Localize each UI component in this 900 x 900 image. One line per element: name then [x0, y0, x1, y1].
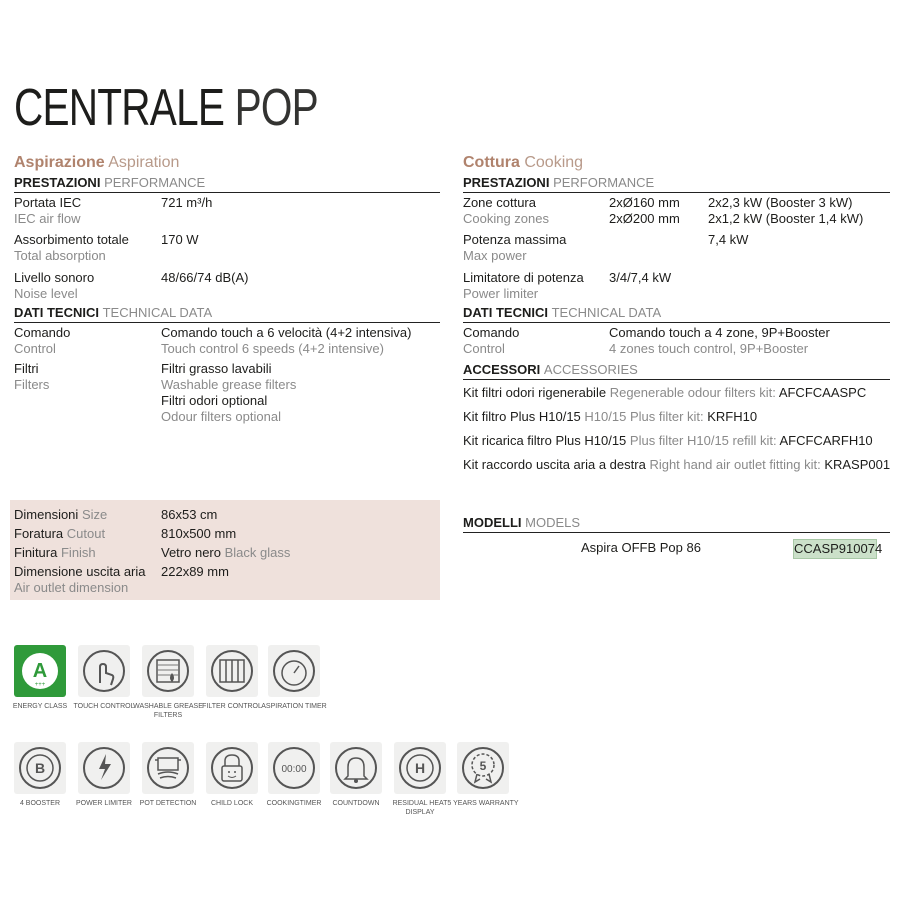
spec-value: 48/66/74 dB(A) [161, 270, 249, 285]
dim-value-en: Black glass [224, 545, 291, 560]
countdown-icon [330, 742, 382, 794]
spec-label: Portata IEC [14, 195, 82, 210]
header-it: ACCESSORI [463, 362, 541, 377]
spec-label: Potenza massima [463, 232, 567, 247]
section-en: Aspiration [108, 154, 180, 171]
cooking-column [463, 152, 890, 477]
spec-label-en: Cooking zones [463, 211, 549, 226]
touch-control-icon [78, 645, 130, 697]
icon-caption: COUNTDOWN [332, 800, 380, 807]
cooking-performance-header [463, 174, 890, 193]
cooking-section-title [463, 152, 890, 174]
accessory-it: Kit raccordo uscita aria a destra [463, 457, 646, 472]
spec-label-en: Total absorption [14, 248, 106, 263]
dim-row-size [14, 507, 434, 526]
header-it: PRESTAZIONI [463, 175, 550, 190]
cooking-technical-header [463, 304, 890, 323]
accessory-item [463, 429, 890, 453]
icon-caption: FILTER CONTROL [202, 703, 262, 710]
accessory-en: Plus filter H10/15 refill kit: [629, 433, 777, 448]
spec-label-en: IEC air flow [14, 211, 81, 226]
booster-icon [14, 742, 66, 794]
dim-value: 810x500 mm [161, 526, 237, 541]
cooking-timer-text: 00:00 [281, 764, 307, 775]
page-title [14, 78, 318, 138]
header-en: PERFORMANCE [553, 175, 655, 190]
energy-class-a-icon [14, 645, 66, 697]
dim-value: 222x89 mm [161, 564, 229, 579]
icon-caption: POT DETECTION [139, 800, 197, 807]
spec-label: Comando [14, 325, 71, 340]
accessory-item [463, 381, 890, 405]
header-it: DATI TECNICI [14, 305, 99, 320]
spec-label-en: Noise level [14, 286, 78, 301]
dim-label-en: Air outlet dimension [14, 580, 129, 595]
spec-value-2: Filtri odori optional [161, 393, 268, 408]
spec-row-cooking-control [463, 325, 890, 361]
spec-value-en: Washable grease filters [161, 377, 297, 392]
header-en: MODELS [525, 515, 581, 530]
model-code-badge: CCASP910074 [793, 539, 877, 559]
header-en: ACCESSORIES [543, 362, 638, 377]
spec-value-en: Touch control 6 speeds (4+2 intensive) [161, 341, 384, 356]
spec-label: Limitatore di potenza [463, 270, 584, 285]
cooking-timer-icon [268, 742, 320, 794]
dim-label: Foratura [14, 526, 64, 541]
spec-value: Comando touch a 4 zone, 9P+Booster [609, 325, 830, 340]
aspiration-timer-icon [268, 645, 320, 697]
aspiration-performance-header [14, 174, 440, 193]
spec-value: 721 m³/h [161, 195, 213, 210]
child-lock-icon [206, 742, 258, 794]
spec-label: Zone cottura [463, 195, 536, 210]
header-en: PERFORMANCE [104, 175, 206, 190]
residual-heat-display-icon [394, 742, 446, 794]
spec-label-en: Power limiter [463, 286, 539, 301]
spec-label: Filtri [14, 361, 39, 376]
spec-label: Comando [463, 325, 520, 340]
section-it: Aspirazione [14, 154, 105, 171]
accessory-code: AFCFCAASPC [778, 385, 867, 400]
spec-row-max-power [463, 232, 890, 270]
icon-caption: CHILD LOCK [210, 800, 253, 807]
zone-size-2: 2xØ200 mm [609, 211, 680, 226]
spec-row-air-flow [14, 195, 440, 232]
spec-label-en: Max power [463, 248, 527, 263]
spec-value-2-en: Odour filters optional [161, 409, 281, 424]
aspiration-technical-header [14, 304, 440, 323]
energy-class-plus: +++ [34, 682, 46, 688]
spec-value-en: 4 zones touch control, 9P+Booster [609, 341, 809, 356]
header-en: TECHNICAL DATA [551, 305, 662, 320]
accessory-item [463, 405, 890, 429]
accessories-header [463, 361, 890, 379]
icon-caption: WASHABLE GREASE FILTERS [133, 703, 203, 719]
header-it: MODELLI [463, 515, 522, 530]
icon-caption: POWER LIMITER [75, 800, 132, 807]
section-en: Cooking [524, 154, 584, 171]
header-en: TECHNICAL DATA [102, 305, 213, 320]
spec-label-en: Control [14, 341, 56, 356]
accessory-item [463, 453, 890, 477]
accessory-en: H10/15 Plus filter kit: [584, 409, 704, 424]
spec-row-cooking-zones [463, 195, 890, 232]
accessory-en: Regenerable odour filters kit: [609, 385, 776, 400]
spec-value: 7,4 kW [708, 232, 749, 247]
dimensions-panel [10, 500, 440, 600]
dim-value: 86x53 cm [161, 507, 218, 522]
dim-row-finish [14, 545, 434, 564]
spec-value: 170 W [161, 232, 199, 247]
icon-caption: RESIDUAL HEAT DISPLAY [392, 800, 448, 816]
icon-caption: TOUCH CONTROL [73, 703, 135, 710]
spec-row-noise [14, 270, 440, 304]
accessory-it: Kit filtri odori rigenerabile [463, 385, 607, 400]
dim-row-outlet [14, 564, 434, 598]
aspiration-section-title [14, 152, 440, 174]
accessory-it: Kit filtro Plus H10/15 [463, 409, 581, 424]
warranty-icon [457, 742, 509, 794]
washable-grease-filters-icon [142, 645, 194, 697]
accessory-code: AFCFCARFH10 [779, 433, 873, 448]
power-limiter-icon [78, 742, 130, 794]
header-it: PRESTAZIONI [14, 175, 101, 190]
spec-row-filters [14, 361, 440, 429]
title-bold: CENTRALE [14, 79, 225, 137]
energy-class-letter: A [32, 660, 48, 682]
spec-value: 3/4/7,4 kW [609, 270, 672, 285]
spec-row-control [14, 325, 440, 361]
booster-letter: B [34, 760, 46, 776]
dim-value: Vetro nero [161, 545, 221, 560]
spec-label-en: Filters [14, 377, 50, 392]
warranty-years: 5 [479, 759, 487, 773]
dim-label: Dimensione uscita aria [14, 564, 146, 579]
spec-label: Livello sonoro [14, 270, 95, 285]
title-light: POP [234, 79, 318, 137]
section-it: Cottura [463, 154, 520, 171]
spec-row-absorption [14, 232, 440, 270]
icon-caption: COOKINGTIMER [266, 800, 322, 807]
icon-caption: ASPIRATION TIMER [261, 703, 327, 710]
accessory-it: Kit ricarica filtro Plus H10/15 [463, 433, 627, 448]
residual-heat-letter: H [414, 760, 426, 776]
zone-power-2: 2x1,2 kW (Booster 1,4 kW) [708, 211, 864, 226]
dim-label-en: Finish [60, 545, 96, 560]
zone-power-1: 2x2,3 kW (Booster 3 kW) [708, 195, 853, 210]
models-header [463, 514, 890, 533]
spec-value: Filtri grasso lavabili [161, 361, 272, 376]
icon-caption: 5 YEARS WARRANTY [447, 800, 519, 807]
dim-row-cutout [14, 526, 434, 545]
icon-caption: ENERGY CLASS [12, 703, 68, 710]
spec-label-en: Control [463, 341, 505, 356]
accessory-code: KRASP001 [824, 457, 891, 472]
spec-label: Assorbimento totale [14, 232, 129, 247]
pot-detection-icon [142, 742, 194, 794]
header-it: DATI TECNICI [463, 305, 548, 320]
filter-control-icon [206, 645, 258, 697]
zone-size-1: 2xØ160 mm [609, 195, 680, 210]
aspiration-column [14, 152, 440, 429]
model-name: Aspira OFFB Pop 86 [581, 540, 701, 555]
dim-label-en: Cutout [66, 526, 106, 541]
spec-row-power-limiter [463, 270, 890, 304]
accessory-en: Right hand air outlet fitting kit: [649, 457, 821, 472]
dim-label-en: Size [81, 507, 108, 522]
spec-value: Comando touch a 6 velocità (4+2 intensiva) [161, 325, 412, 340]
dim-label: Finitura [14, 545, 58, 560]
accessory-code: KRFH10 [707, 409, 758, 424]
dim-label: Dimensioni [14, 507, 79, 522]
icon-caption: 4 BOOSTER [19, 800, 61, 807]
